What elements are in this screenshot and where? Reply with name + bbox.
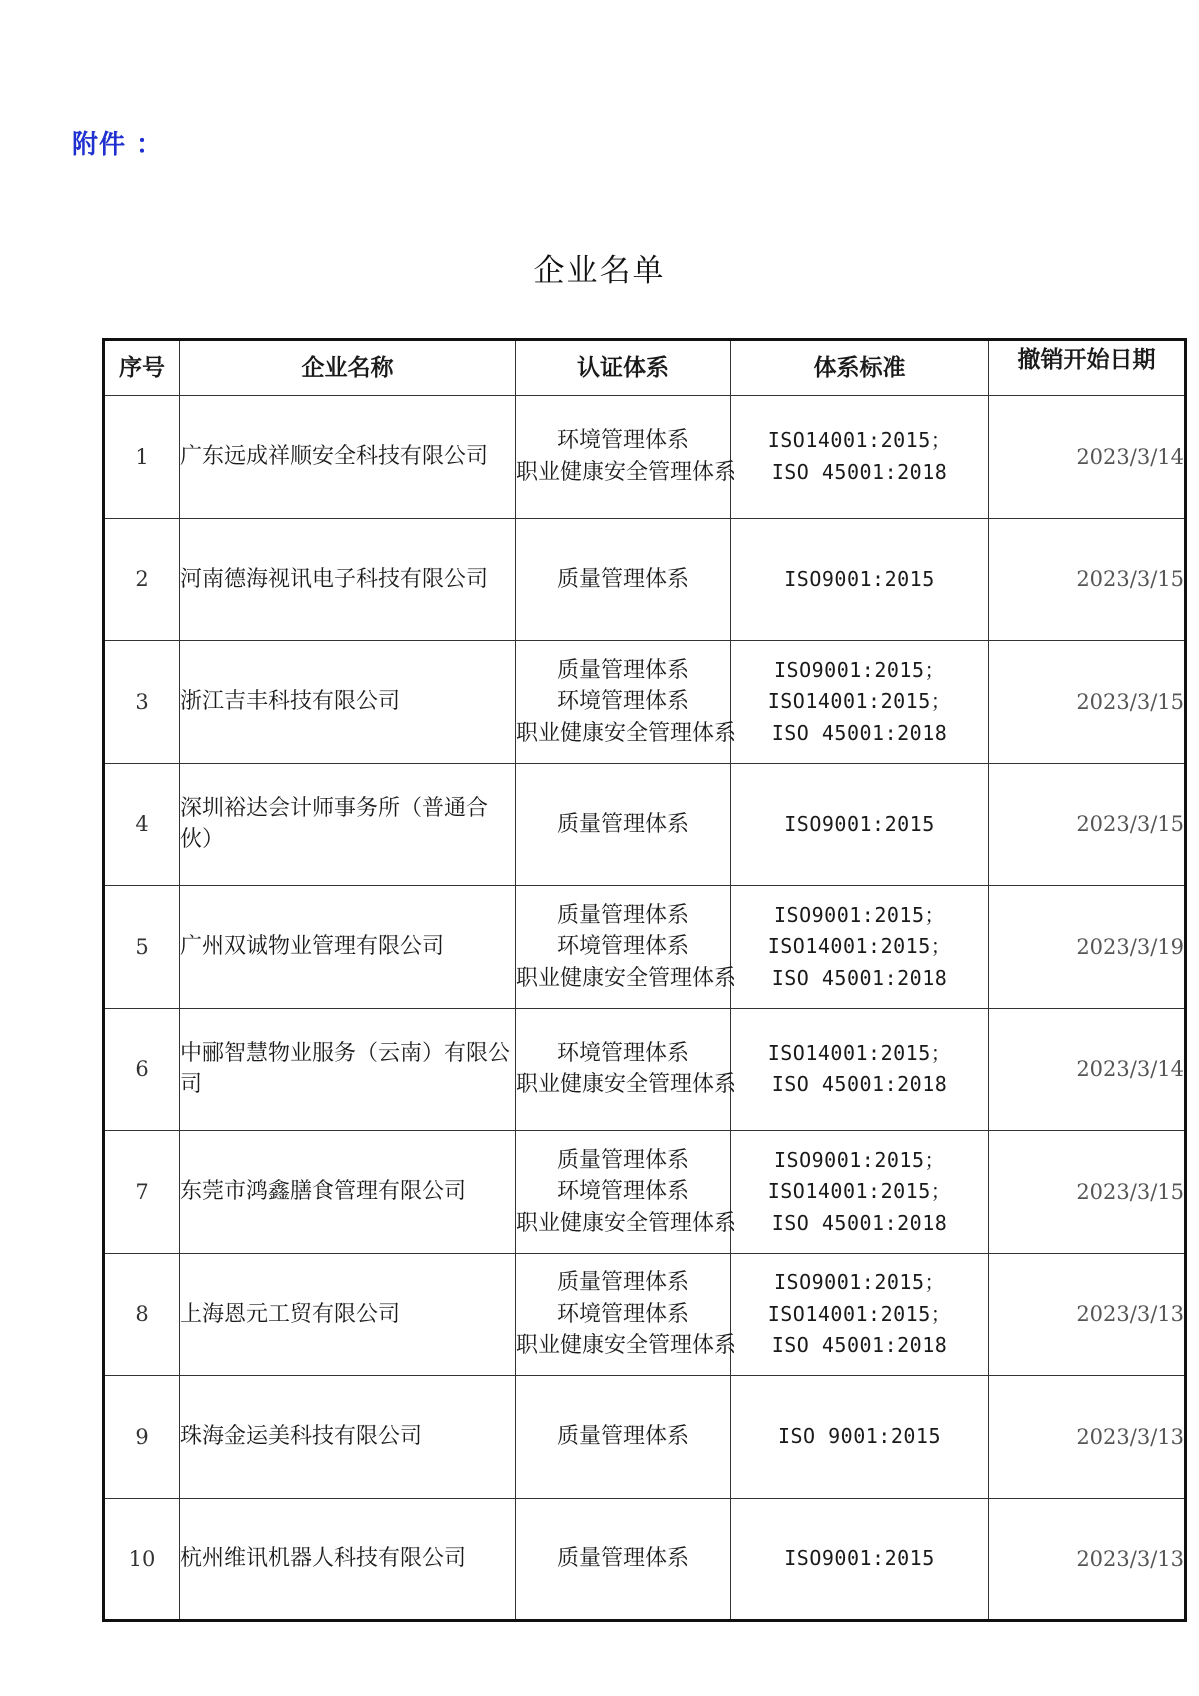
company-name: 浙江吉丰科技有限公司 [180,641,516,764]
company-name: 深圳裕达会计师事务所（普通合伙） [180,763,516,886]
revocation-date: 2023/3/15 [989,763,1186,886]
certification-system: 环境管理体系 [556,1040,689,1066]
system-standard: ISO14001:2015； [767,1301,952,1326]
company-name: 东莞市鸿鑫膳食管理有限公司 [180,1131,516,1254]
certification-systems [516,1253,737,1376]
certification-system: 质量管理体系 [556,1147,689,1173]
certification-system: 质量管理体系 [556,1424,689,1449]
column-header-date: 撤销开始日期 [989,340,1186,396]
system-standards [731,641,989,764]
system-standard: ISO9001:2015； [774,657,945,682]
row-number: 3 [104,641,180,764]
row-number: 6 [104,1008,180,1131]
system-standard: ISO14001:2015； [767,689,952,713]
system-standard: ISO 45001:2018 [771,459,948,484]
revocation-date: 2023/3/14 [989,396,1186,519]
table-header-row [104,340,1186,396]
row-number: 1 [104,396,180,519]
revocation-date: 2023/3/13 [989,1498,1186,1621]
certification-system: 环境管理体系 [556,689,689,714]
revocation-date: 2023/3/15 [989,1131,1186,1254]
system-standards [731,886,989,1009]
table-row [104,1008,1186,1131]
certification-system: 质量管理体系 [556,902,689,928]
system-standard: ISO9001:2015； [774,1147,945,1172]
certification-system: 质量管理体系 [556,1270,689,1295]
system-standard: ISO 45001:2018 [771,965,948,990]
table-row [104,763,1186,886]
certification-system: 职业健康安全管理体系 [516,1210,737,1236]
company-name: 河南德海视讯电子科技有限公司 [180,518,516,641]
row-number: 4 [104,763,180,886]
table-row [104,518,1186,641]
certification-system: 职业健康安全管理体系 [516,965,737,991]
system-standards [731,1498,989,1621]
table-row [104,396,1186,519]
revocation-date: 2023/3/15 [989,518,1186,641]
system-standard: ISO14001:2015； [767,1040,952,1065]
revocation-date: 2023/3/13 [989,1376,1186,1499]
company-name: 广州双诚物业管理有限公司 [180,886,516,1009]
system-standard: ISO 45001:2018 [771,1333,948,1357]
row-number: 7 [104,1131,180,1254]
company-name: 珠海金运美科技有限公司 [180,1376,516,1499]
column-header-system: 认证体系 [516,340,731,396]
revocation-date: 2023/3/13 [989,1253,1186,1376]
table-row [104,1376,1186,1499]
row-number: 8 [104,1253,180,1376]
system-standards [731,1008,989,1131]
certification-systems [516,1376,731,1499]
company-name: 广东远成祥顺安全科技有限公司 [180,396,516,519]
table-row [104,641,1186,764]
revocation-date: 2023/3/19 [989,886,1186,1009]
system-standard: ISO14001:2015； [767,428,952,453]
certification-system: 环境管理体系 [556,1179,689,1204]
system-standard: ISO14001:2015； [767,1179,952,1203]
certification-system: 质量管理体系 [556,566,689,592]
table-row [104,1498,1186,1621]
system-standard: ISO 45001:2018 [771,720,948,745]
certification-system: 质量管理体系 [556,1546,689,1571]
revocation-date: 2023/3/15 [989,641,1186,764]
table-row [104,886,1186,1009]
system-standards [731,1376,989,1499]
system-standard: ISO 45001:2018 [771,1072,948,1097]
certification-systems [516,641,737,764]
system-standard: ISO9001:2015 [784,566,935,591]
certification-system: 质量管理体系 [556,657,689,683]
certification-systems [516,763,731,886]
company-name: 中郦智慧物业服务（云南）有限公司 [180,1008,516,1131]
certification-system: 职业健康安全管理体系 [516,1072,737,1098]
system-standard: ISO9001:2015； [774,902,945,927]
certification-systems [516,396,737,519]
system-standard: ISO9001:2015 [784,1546,935,1570]
revocation-date: 2023/3/14 [989,1008,1186,1131]
system-standard: ISO 45001:2018 [771,1210,948,1235]
row-number: 10 [104,1498,180,1621]
certification-system: 质量管理体系 [556,811,689,837]
certification-systems [516,1498,731,1621]
system-standard: ISO 9001:2015 [777,1424,942,1448]
certification-system: 环境管理体系 [556,1301,689,1327]
column-header-no: 序号 [104,340,180,396]
certification-system: 环境管理体系 [556,428,689,454]
company-table [102,338,1187,1622]
system-standards [731,396,989,519]
certification-system: 职业健康安全管理体系 [516,720,737,746]
certification-system: 职业健康安全管理体系 [516,459,737,485]
company-name: 上海恩元工贸有限公司 [180,1253,516,1376]
system-standard: ISO14001:2015； [767,934,952,958]
system-standards [731,1131,989,1254]
certification-systems [516,1131,737,1254]
row-number: 5 [104,886,180,1009]
system-standards [731,1253,989,1376]
row-number: 2 [104,518,180,641]
attachment-label: 附件 ： [72,130,164,160]
table-row [104,1131,1186,1254]
row-number: 9 [104,1376,180,1499]
table-row [104,1253,1186,1376]
certification-system: 职业健康安全管理体系 [516,1333,737,1358]
system-standard: ISO9001:2015； [774,1270,945,1294]
column-header-company: 企业名称 [180,340,516,396]
system-standards [731,763,989,886]
column-header-standard: 体系标准 [731,340,989,396]
system-standard: ISO9001:2015 [784,811,935,836]
certification-systems [516,518,731,641]
certification-systems [516,886,737,1009]
certification-systems [516,1008,737,1131]
page-title: 企业名单 [533,253,666,289]
company-name: 杭州维讯机器人科技有限公司 [180,1498,516,1621]
certification-system: 环境管理体系 [556,934,689,959]
system-standards [731,518,989,641]
